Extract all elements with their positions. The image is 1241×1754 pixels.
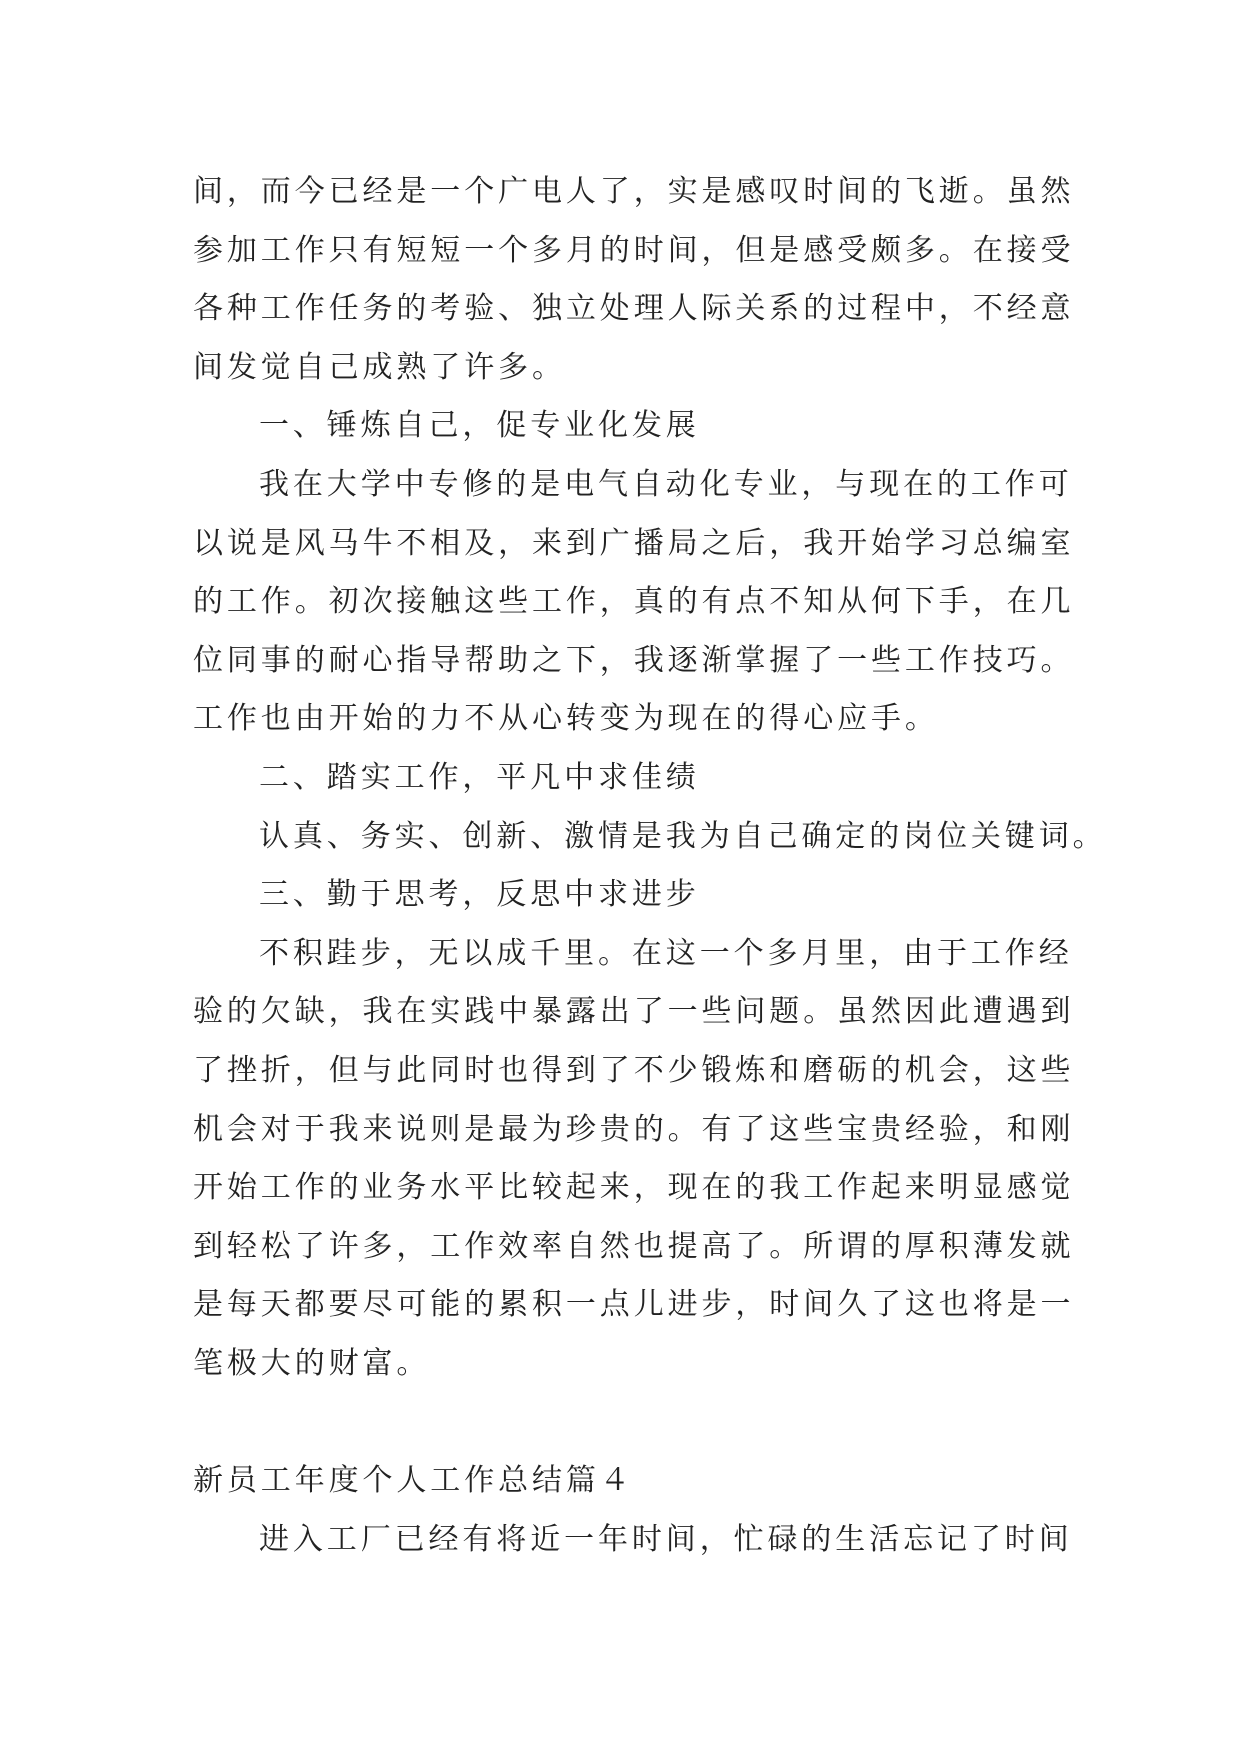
text-line: 开始工作的业务水平比较起来，现在的我工作起来明显感觉 xyxy=(193,1170,1075,1206)
text-line: 到轻松了许多，工作效率自然也提高了。所谓的厚积薄发就 xyxy=(193,1228,1075,1264)
text-line: 参加工作只有短短一个多月的时间，但是感受颇多。在接受 xyxy=(193,232,1075,268)
text-line: 各种工作任务的考验、独立处理人际关系的过程中，不经意 xyxy=(193,291,1075,327)
text-line: 笔极大的财富。 xyxy=(193,1345,431,1381)
text-line: 间发觉自己成熟了许多。 xyxy=(193,349,566,385)
text-line: 不积跬步，无以成千里。在这一个多月里，由于工作经 xyxy=(259,935,1073,971)
section-heading-3: 三、勤于思考，反思中求进步 xyxy=(259,877,700,913)
section-title: 新员工年度个人工作总结篇４ xyxy=(193,1463,634,1499)
text-line: 我在大学中专修的是电气自动化专业，与现在的工作可 xyxy=(259,466,1073,502)
text-line: 以说是风马牛不相及，来到广播局之后，我开始学习总编室 xyxy=(193,525,1075,561)
paragraph-spacer xyxy=(193,1393,1073,1452)
text-line: 了挫折，但与此同时也得到了不少锻炼和磨砺的机会，这些 xyxy=(193,1052,1075,1088)
text-line: 位同事的耐心指导帮助之下，我逐渐掌握了一些工作技巧。 xyxy=(193,642,1075,678)
text-line: 机会对于我来说则是最为珍贵的。有了这些宝贵经验，和刚 xyxy=(193,1111,1075,1147)
section-heading-1: 一、锤炼自己，促专业化发展 xyxy=(259,408,700,444)
text-line: 验的欠缺，我在实践中暴露出了一些问题。虽然因此遭遇到 xyxy=(193,994,1075,1030)
section-heading-2: 二、踏实工作，平凡中求佳绩 xyxy=(259,759,700,795)
text-line: 是每天都要尽可能的累积一点儿进步，时间久了这也将是一 xyxy=(193,1287,1075,1323)
text-line: 认真、务实、创新、激情是我为自己确定的岗位关键词。 xyxy=(259,818,1107,854)
text-line: 间，而今已经是一个广电人了，实是感叹时间的飞逝。虽然 xyxy=(193,174,1075,209)
document-body xyxy=(193,163,1107,1569)
text-line: 的工作。初次接触这些工作，真的有点不知从何下手，在几 xyxy=(193,584,1075,620)
text-line: 工作也由开始的力不从心转变为现在的得心应手。 xyxy=(193,701,939,737)
text-line: 进入工厂已经有将近一年时间，忙碌的生活忘记了时间 xyxy=(259,1521,1073,1557)
